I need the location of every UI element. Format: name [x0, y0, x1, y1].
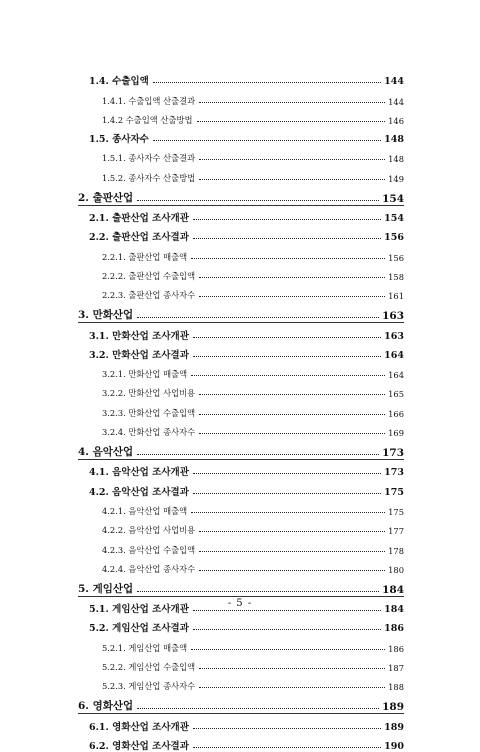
toc-entry[interactable]	[0, 322, 480, 341]
toc-entry-page: 173	[382, 447, 404, 460]
toc-entry-title: 종사자수 산출결과	[128, 153, 196, 164]
toc-entry-number: 2.	[78, 191, 89, 204]
toc-entry[interactable]	[0, 87, 480, 106]
dot-leader	[193, 747, 381, 748]
toc-entry-number: 1.5.1.	[102, 153, 126, 164]
toc-entry-label	[89, 131, 149, 145]
toc-entry-number: 6.1.	[89, 721, 109, 733]
toc-entry-title: 영화산업	[92, 700, 134, 713]
toc-entry-page: 175	[388, 506, 404, 517]
dot-leader	[199, 179, 385, 180]
dot-leader	[137, 708, 379, 709]
dot-leader	[191, 649, 385, 650]
toc-entry-page: 154	[382, 192, 404, 205]
toc-entry-title: 영화산업 조사개관	[112, 721, 189, 733]
toc-entry-title: 게임산업 조사결과	[112, 623, 189, 635]
toc-entry-number: 1.4.1.	[102, 95, 126, 106]
toc-entry-label	[102, 642, 187, 654]
dot-leader	[137, 591, 379, 592]
toc-entry[interactable]	[0, 243, 480, 262]
toc-entry-page: 164	[388, 370, 404, 381]
toc-entry-number: 5.2.3.	[102, 681, 126, 692]
dot-leader	[193, 610, 381, 611]
toc-entry-title: 만화산업 사업비용	[128, 388, 196, 399]
toc-entry-number: 5.2.1.	[102, 642, 126, 653]
dot-leader	[137, 454, 379, 455]
toc-entry[interactable]	[0, 615, 480, 634]
toc-entry[interactable]	[0, 342, 480, 361]
toc-entry-label	[78, 444, 133, 459]
dot-leader	[199, 394, 385, 395]
toc-entry[interactable]	[0, 68, 480, 87]
toc-entry[interactable]	[0, 282, 480, 301]
toc-entry-title: 게임산업 매출액	[128, 642, 188, 653]
toc-entry-page: 154	[384, 213, 404, 225]
toc-entry-page: 177	[388, 526, 404, 537]
toc-entry[interactable]	[0, 692, 480, 713]
toc-entry-label	[78, 190, 133, 205]
dot-leader	[199, 102, 385, 103]
toc-entry-page: 190	[384, 740, 404, 752]
toc-entry-label	[102, 152, 195, 164]
toc-entry-number: 4.2.3.	[102, 544, 126, 555]
toc-entry[interactable]	[0, 459, 480, 478]
toc-entry-title: 종사자수	[112, 134, 149, 146]
toc-entry-label	[89, 73, 149, 87]
toc-entry-page: 144	[388, 96, 404, 107]
toc-entry-title: 만화산업 종사자수	[128, 427, 196, 438]
toc-entry-page: 169	[388, 428, 404, 439]
toc-entry-number: 3.2.3.	[102, 407, 126, 418]
toc-entry-number: 4.2.4.	[102, 563, 126, 574]
dot-leader	[191, 258, 385, 259]
toc-entry-number: 3.	[78, 309, 89, 322]
toc-entry[interactable]	[0, 419, 480, 438]
toc-entry-title: 음악산업	[92, 446, 134, 459]
toc-entry-label	[102, 544, 195, 556]
toc-entry-title: 수출입액 산출방법	[125, 114, 193, 125]
toc-entry-title: 음악산업 조사결과	[112, 486, 189, 498]
toc-entry-label	[78, 581, 133, 596]
dot-leader	[199, 159, 385, 160]
toc-entry[interactable]	[0, 205, 480, 224]
toc-entry-label	[89, 464, 189, 478]
toc-entry-number: 5.1.	[89, 604, 109, 616]
toc-entry[interactable]	[0, 536, 480, 555]
toc-entry-title: 게임산업 수출입액	[128, 662, 196, 673]
dot-leader	[199, 687, 385, 688]
dot-leader	[193, 337, 381, 338]
toc-entry-title: 만화산업 수출입액	[128, 407, 196, 418]
dot-leader	[197, 121, 386, 122]
dot-leader	[199, 414, 385, 415]
toc-entry-page: 175	[384, 486, 404, 498]
toc-entry-title: 수출입액 산출결과	[128, 95, 196, 106]
toc-entry-label	[89, 347, 189, 361]
toc-entry[interactable]	[0, 224, 480, 243]
toc-entry-number: 2.2.1.	[102, 251, 126, 262]
toc-entry-number: 1.5.2.	[102, 172, 126, 183]
toc-entry-label	[102, 661, 195, 673]
toc-entry-label	[89, 210, 189, 224]
toc-entry[interactable]	[0, 263, 480, 282]
dot-leader	[199, 531, 385, 532]
toc-entry-page: 184	[384, 604, 404, 616]
toc-entry-page: 186	[384, 623, 404, 635]
toc-entry-page: 146	[388, 115, 404, 126]
toc-entry-number: 2.2.3.	[102, 290, 126, 301]
toc-entry-title: 영화산업 조사결과	[112, 740, 189, 752]
toc-entry-page: 173	[384, 467, 404, 479]
toc-entry-label	[102, 680, 195, 692]
toc-entry-title: 만화산업 조사결과	[112, 349, 189, 361]
toc-entry-page: 161	[388, 291, 404, 302]
toc-entry-page: 189	[382, 701, 404, 714]
toc-entry-number: 2.1.	[89, 213, 109, 225]
toc-entry-number: 3.2.4.	[102, 427, 126, 438]
toc-entry-page: 149	[388, 173, 404, 184]
dot-leader	[193, 238, 381, 239]
toc-entry-title: 출판산업 수출입액	[128, 270, 196, 281]
toc-entry-label	[89, 719, 189, 733]
toc-entry-page: 188	[388, 682, 404, 693]
toc-entry[interactable]	[0, 438, 480, 459]
toc-entry-title: 종사자수 산출방법	[128, 172, 196, 183]
toc-entry-title: 출판산업 매출액	[128, 251, 188, 262]
dot-leader	[153, 82, 381, 83]
toc-entry-label	[102, 563, 195, 575]
toc-entry[interactable]	[0, 399, 480, 418]
dot-leader	[199, 277, 385, 278]
toc-entry-label	[89, 328, 189, 342]
toc-entry-page: 163	[384, 330, 404, 342]
toc-entry[interactable]	[0, 634, 480, 653]
toc-entry-label	[102, 426, 195, 438]
toc-entry-number: 4.2.	[89, 486, 109, 498]
toc-entry-title: 음악산업 사업비용	[128, 525, 196, 536]
toc-entry[interactable]	[0, 164, 480, 183]
toc-entry-number: 1.4.2	[102, 114, 124, 125]
dot-leader	[193, 356, 381, 357]
toc-entry-page: 156	[384, 232, 404, 244]
toc-entry-number: 5.	[78, 582, 89, 595]
dot-leader	[193, 219, 381, 220]
toc-entry[interactable]	[0, 380, 480, 399]
dot-leader	[191, 512, 385, 513]
dot-leader	[193, 493, 381, 494]
toc-entry-page: 166	[388, 408, 404, 419]
toc-entry-number: 3.2.1.	[102, 369, 126, 380]
toc-entry[interactable]	[0, 575, 480, 596]
toc-entry-page: 184	[382, 583, 404, 596]
toc-entry-number: 5.2.	[89, 623, 109, 635]
toc-entry-title: 음악산업 조사개관	[112, 467, 189, 479]
page-number: - 5 -	[227, 598, 253, 609]
dot-leader	[199, 668, 385, 669]
toc-entry-title: 출판산업	[92, 191, 134, 204]
toc-entry-title: 음악산업 수출입액	[128, 544, 196, 555]
dot-leader	[153, 140, 381, 141]
toc-entry[interactable]	[0, 107, 480, 126]
toc-entry-label	[89, 484, 189, 498]
dot-leader	[193, 728, 381, 729]
toc-entry-page: 163	[382, 310, 404, 323]
table-of-contents	[0, 68, 480, 752]
toc-entry-title: 게임산업 조사개관	[112, 604, 189, 616]
toc-entry-title: 출판산업 종사자수	[128, 290, 196, 301]
toc-entry-label	[102, 251, 187, 263]
toc-entry-page: 178	[388, 545, 404, 556]
toc-entry-title: 만화산업 조사개관	[112, 330, 189, 342]
toc-entry-label	[89, 738, 189, 752]
dot-leader	[199, 551, 385, 552]
toc-entry-number: 4.2.2.	[102, 525, 126, 536]
toc-entry-number: 3.1.	[89, 330, 109, 342]
toc-entry-label	[89, 620, 189, 634]
dot-leader	[193, 629, 381, 630]
toc-entry[interactable]	[0, 478, 480, 497]
toc-entry-title: 만화산업	[92, 309, 134, 322]
dot-leader	[137, 317, 379, 318]
toc-entry-number: 5.2.2.	[102, 662, 126, 673]
toc-entry[interactable]	[0, 673, 480, 692]
toc-entry-page: 156	[388, 252, 404, 263]
toc-entry[interactable]	[0, 301, 480, 322]
toc-entry[interactable]	[0, 184, 480, 205]
dot-leader	[137, 200, 379, 201]
toc-entry-label	[102, 172, 195, 184]
dot-leader	[199, 433, 385, 434]
toc-entry[interactable]	[0, 556, 480, 575]
toc-entry-number: 4.	[78, 446, 89, 459]
toc-entry-label	[102, 387, 195, 399]
toc-entry[interactable]	[0, 361, 480, 380]
toc-entry-number: 4.1.	[89, 467, 109, 479]
toc-entry[interactable]	[0, 126, 480, 145]
toc-entry-label	[102, 407, 195, 419]
toc-entry-number: 2.2.	[89, 232, 109, 244]
dot-leader	[191, 375, 385, 376]
toc-entry[interactable]	[0, 145, 480, 164]
toc-entry-number: 6.	[78, 700, 89, 713]
toc-entry-page: 165	[388, 389, 404, 400]
toc-entry-page: 144	[384, 76, 404, 88]
toc-entry-number: 4.2.1.	[102, 505, 126, 516]
toc-entry-title: 출판산업 조사개관	[112, 213, 189, 225]
toc-entry-number: 1.5.	[89, 134, 109, 146]
toc-entry-number: 1.4.	[89, 76, 109, 88]
toc-entry[interactable]	[0, 517, 480, 536]
toc-entry-label	[102, 95, 195, 107]
toc-entry[interactable]	[0, 498, 480, 517]
toc-entry-number: 6.2.	[89, 740, 109, 752]
toc-entry[interactable]	[0, 713, 480, 732]
toc-entry-label	[102, 289, 195, 301]
toc-entry-label	[102, 505, 187, 517]
toc-entry-title: 만화산업 매출액	[128, 369, 188, 380]
toc-entry-number: 2.2.2.	[102, 270, 126, 281]
toc-entry-label	[78, 698, 133, 713]
toc-entry-title: 게임산업	[92, 582, 134, 595]
toc-entry-label	[102, 114, 193, 126]
toc-entry-title: 수출입액	[112, 76, 149, 88]
toc-entry-page: 148	[388, 154, 404, 165]
toc-entry-page: 164	[384, 349, 404, 361]
toc-entry-label	[78, 307, 133, 322]
toc-entry-number: 3.2.2.	[102, 388, 126, 399]
toc-entry-page: 148	[384, 134, 404, 146]
toc-entry-page: 180	[388, 564, 404, 575]
toc-entry-title: 출판산업 조사결과	[112, 232, 189, 244]
toc-entry-label	[102, 368, 187, 380]
dot-leader	[193, 473, 381, 474]
toc-entry-title: 음악산업 종사자수	[128, 563, 196, 574]
toc-entry-page: 158	[388, 271, 404, 282]
toc-entry-title: 음악산업 매출액	[128, 505, 188, 516]
dot-leader	[199, 296, 385, 297]
toc-entry-page: 189	[384, 721, 404, 733]
toc-entry-title: 게임산업 종사자수	[128, 681, 196, 692]
toc-entry-page: 186	[388, 643, 404, 654]
toc-entry-label	[89, 229, 189, 243]
toc-entry-label	[102, 270, 195, 282]
dot-leader	[199, 570, 385, 571]
toc-entry-page: 187	[388, 663, 404, 674]
toc-entry-label	[102, 524, 195, 536]
toc-entry-number: 3.2.	[89, 349, 109, 361]
toc-entry[interactable]	[0, 733, 480, 752]
